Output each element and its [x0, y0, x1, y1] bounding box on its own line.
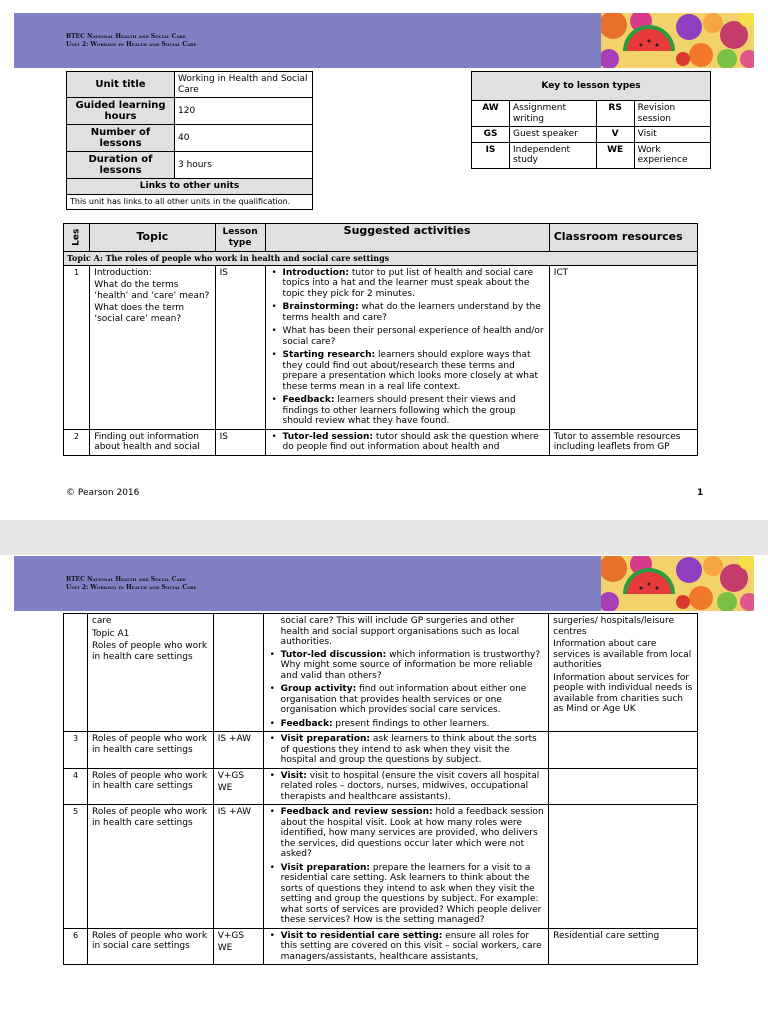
- links-text: This unit has links to all other units in the qualification.: [67, 194, 313, 210]
- lesson-number-header-text: Les: [71, 228, 82, 247]
- lesson-topic: [90, 265, 215, 429]
- activity-bullet: • Visit to residential care setting: ensure all roles for this setting are covered on this visit – social workers, care managers/assistants, healthcare assistants,: [268, 931, 545, 963]
- lesson-type: [213, 768, 263, 805]
- activity-bullet: • Introduction: tutor to put list of health and social care topics into a hat and the learner must speak about the topic they pick for 2 minutes.: [270, 268, 545, 300]
- topic-a-heading: Topic A: The roles of people who work in health and social care settings: [64, 252, 698, 266]
- key-description: Assignment writing: [510, 101, 597, 127]
- lesson-plan-table: [63, 223, 698, 456]
- key-description: Guest speaker: [510, 127, 597, 143]
- key-description: Independent study: [510, 142, 597, 168]
- classroom-resources-header: Classroom resources: [549, 224, 697, 252]
- key-code: IS: [472, 142, 510, 168]
- activity-continuation: social care? This will include GP surgeries and other health and social support organisations such as local authorities.: [280, 616, 520, 647]
- lesson-activities: [263, 614, 549, 732]
- topic-text: What does the term ‘social care’ mean?: [94, 303, 185, 324]
- lesson-activities: [263, 768, 549, 805]
- lesson-number: 3: [64, 732, 88, 769]
- suggested-activities-header: Suggested activities: [265, 224, 549, 252]
- topic-text: Introduction:: [94, 267, 152, 278]
- lesson-type-text: V+GS: [217, 930, 245, 941]
- header-line-2: Unit 2: Working in Health and Social Care: [66, 41, 197, 48]
- activity-bullet: • Visit preparation: prepare the learners for a visit to a residential care setting. Ask learners to think about the sorts of questions they intend to ask when they visit the setting and group the questions by subject. For example: what sorts of services are provided? Which people deliver these services? How is the setting managed?: [268, 863, 545, 926]
- lesson-type: [213, 928, 263, 965]
- table-row: [64, 265, 698, 429]
- activity-bullet: • Visit: visit to hospital (ensure the visit covers all hospital related roles – doctors, nurses, midwives, occupational therapists and healthcare assistants).: [268, 771, 545, 803]
- lesson-type: IS +AW: [213, 732, 263, 769]
- guided-hours-label: Guided learning hours: [67, 98, 175, 125]
- links-heading: Links to other units: [67, 179, 313, 195]
- activity-bullet: • Tutor-led session: tutor should ask the question where do people find out information about health and: [270, 432, 545, 453]
- topic-text: care: [91, 616, 112, 626]
- key-title: Key to lesson types: [472, 72, 711, 101]
- key-description: Visit: [634, 127, 710, 143]
- fruit-decoration-image: [601, 556, 754, 611]
- lesson-plan-table-continued: [63, 613, 698, 965]
- topic-text: Topic A1: [91, 628, 130, 639]
- lesson-type: IS: [215, 265, 265, 429]
- lesson-resources: [549, 805, 698, 929]
- table-row: [64, 732, 698, 769]
- activity-bullet: • Visit preparation: ask learners to think about the sorts of questions they intend to ask when they visit the hospital and group the questions by subject.: [268, 734, 545, 766]
- unit-title-value: Working in Health and Social Care: [175, 72, 313, 98]
- key-code: V: [596, 127, 634, 143]
- key-code: WE: [596, 142, 634, 168]
- lesson-topic: Roles of people who work in health care settings: [87, 732, 213, 769]
- key-description: Work experience: [634, 142, 710, 168]
- unit-info-table: [66, 71, 313, 210]
- lesson-type: IS +AW: [213, 805, 263, 929]
- lesson-type-text: WE: [217, 943, 233, 953]
- lesson-number: [64, 614, 88, 732]
- table-row: [64, 614, 698, 732]
- lesson-type: [213, 614, 263, 732]
- lesson-type: IS: [215, 429, 265, 455]
- lesson-type-key-table: [471, 71, 711, 169]
- lesson-topic: Finding out information about health and social: [90, 429, 215, 455]
- lesson-activities: [265, 265, 549, 429]
- key-code: AW: [472, 101, 510, 127]
- lesson-type-header: Lesson type: [215, 224, 265, 252]
- topic-header: Topic: [90, 224, 215, 252]
- table-row: [64, 429, 698, 455]
- copyright-text: © Pearson 2016: [66, 488, 140, 498]
- lesson-topic: Roles of people who work in health care settings: [87, 805, 213, 929]
- lesson-resources: ICT: [549, 265, 697, 429]
- duration-value: 3 hours: [175, 152, 313, 179]
- page-header-banner: [14, 13, 754, 68]
- resource-text: Information about services for people with individual needs is available from charities such as Mind or Age UK: [553, 672, 693, 714]
- lesson-number-header: [64, 224, 90, 252]
- number-of-lessons-label: Number of lessons: [67, 125, 175, 152]
- topic-text: Roles of people who work in health care settings: [91, 641, 208, 662]
- lesson-type-text: V+GS: [217, 770, 245, 781]
- lesson-resources: Tutor to assemble resources including leaflets from GP: [549, 429, 697, 455]
- table-row: [64, 805, 698, 929]
- number-of-lessons-value: 40: [175, 125, 313, 152]
- table-row: [64, 928, 698, 965]
- lesson-activities: [263, 805, 549, 929]
- activity-bullet: • Feedback: present findings to other learners.: [268, 719, 545, 730]
- lesson-resources: Residential care setting: [549, 928, 698, 965]
- key-code: RS: [596, 101, 634, 127]
- activity-bullet: • Tutor-led discussion: which information is trustworthy? Why might some source of information be more reliable and valid than others?: [268, 650, 545, 682]
- activity-bullet: • Brainstorming: what do the learners understand by the terms health and care?: [270, 302, 545, 323]
- resource-text: Information about care services is available from local authorities: [553, 639, 692, 670]
- table-row: [64, 768, 698, 805]
- lesson-topic: Roles of people who work in health care settings: [87, 768, 213, 805]
- lesson-number: 5: [64, 805, 88, 929]
- lesson-activities: [265, 429, 549, 455]
- activity-bullet: • Feedback and review session: hold a feedback session about the hospital visit. Look at how many roles were identified, how many services are provided, who delivers the services, did questions occur later which were not asked?: [268, 807, 545, 860]
- lesson-number: 4: [64, 768, 88, 805]
- lesson-resources: [549, 768, 698, 805]
- lesson-activities: [263, 732, 549, 769]
- header-text: [66, 33, 197, 49]
- header-line-1: BTEC National Health and Social Care: [66, 576, 186, 583]
- header-line-1: BTEC National Health and Social Care: [66, 33, 186, 40]
- lesson-type-text: WE: [217, 783, 233, 793]
- lesson-resources: [549, 732, 698, 769]
- header-text: [66, 576, 197, 592]
- page-header-banner: [14, 556, 754, 611]
- activity-bullet: • Feedback: learners should present their views and findings to other learners following which the group should review what they have found.: [270, 395, 545, 427]
- activity-bullet: • Starting research: learners should explore ways that they could find out about/research these terms and prepare a presentation which looks more closely at what these terms mean in a real life context.: [270, 350, 545, 392]
- page-gap: [0, 520, 768, 555]
- key-code: GS: [472, 127, 510, 143]
- lesson-topic: [87, 614, 213, 732]
- header-line-2: Unit 2: Working in Health and Social Care: [66, 584, 197, 591]
- table-header-row: [64, 224, 698, 252]
- lesson-number: 1: [64, 265, 90, 429]
- lesson-number: 2: [64, 429, 90, 455]
- activity-bullet: • What has been their personal experience of health and/or social care?: [270, 326, 545, 347]
- page-number: 1: [697, 488, 704, 498]
- lesson-activities: [263, 928, 549, 965]
- topic-row: [64, 252, 698, 266]
- duration-label: Duration of lessons: [67, 152, 175, 179]
- activity-bullet: • Group activity: find out information about either one organisation that provides health services or one organisation which provides social care services.: [268, 684, 545, 716]
- lesson-number: 6: [64, 928, 88, 965]
- unit-title-label: Unit title: [67, 72, 175, 98]
- key-description: Revision session: [634, 101, 710, 127]
- lesson-resources: [549, 614, 698, 732]
- topic-text: What do the terms ‘health’ and ‘care’ mean?: [94, 280, 210, 301]
- resource-text: surgeries/ hospitals/leisure centres: [553, 616, 675, 637]
- lesson-topic: Roles of people who work in social care settings: [87, 928, 213, 965]
- fruit-decoration-image: [601, 13, 754, 68]
- guided-hours-value: 120: [175, 98, 313, 125]
